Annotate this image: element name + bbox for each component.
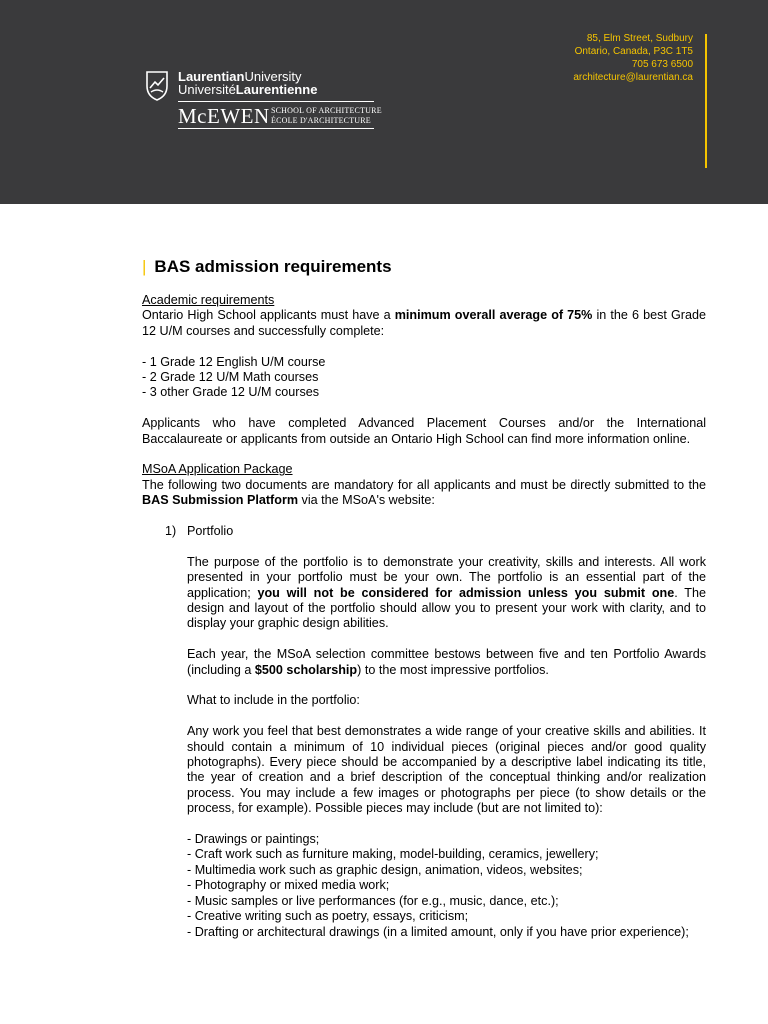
logo-laurentian-bold: Laurentian xyxy=(178,69,245,84)
course-item: - 3 other Grade 12 U/M courses xyxy=(142,385,320,400)
package-intro-bold: BAS Submission Platform xyxy=(142,493,299,508)
awards-a: Each year, the MSoA selection committee bestows between five and ten Portfolio Awards (including a xyxy=(187,647,706,677)
accent-bar xyxy=(705,34,707,168)
package-heading: MSoA Application Package xyxy=(142,462,293,477)
contact-city: Ontario, Canada, P3C 1T5 xyxy=(574,46,693,57)
logo-divider xyxy=(178,101,374,102)
logo-university: University xyxy=(244,69,302,84)
academic-intro xyxy=(142,308,706,339)
page-title xyxy=(142,256,706,278)
item-number: 1) xyxy=(165,524,177,539)
contact-email[interactable]: architecture@laurentian.ca xyxy=(573,72,693,83)
course-item: - 1 Grade 12 English U/M course xyxy=(142,354,326,369)
numbered-item-portfolio xyxy=(142,524,706,539)
academic-intro-a: Ontario High School applicants must have a xyxy=(142,308,395,323)
page-title-text: BAS admission requirements xyxy=(154,257,392,276)
contact-phone: 705 673 6500 xyxy=(631,59,693,70)
awards-b: ) to the most impressive portfolios. xyxy=(357,662,549,677)
contact-block xyxy=(493,32,693,84)
piece-item: - Drawings or paintings; xyxy=(187,832,320,847)
piece-item: - Drafting or architectural drawings (in a limited amount, only if you have prior experience); xyxy=(187,924,689,939)
piece-item: - Photography or mixed media work; xyxy=(187,878,390,893)
logo-divider-bottom xyxy=(178,128,374,129)
purpose-a: The purpose of the portfolio is to demonstrate your creativity, skills and interests. All work presented in your portfolio must be your own. The portfolio is an essential part of the application; xyxy=(187,554,706,600)
contact-street: 85, Elm Street, Sudbury xyxy=(586,33,693,44)
portfolio-description: Any work you feel that best demonstrates a wide range of your creative skills and abilities. It should contain a minimum of 10 individual pieces (original pieces and/or good quality photographs). Every piece should be accompanied by a descriptive label indicating its title, the year of creation and a brief description of the conceptual thinking and/or realization process. You may include a few images or photographs per piece (to show details or the process, for example). Possible pieces may include (but are not limited to): xyxy=(187,724,706,816)
ap-paragraph: Applicants who have completed Advanced Placement Courses and/or the International Baccalaureate or applicants from outside an Ontario High School can find more information online. xyxy=(142,416,706,446)
academic-intro-b: in the 6 best Grade 12 U/M courses and successfully complete: xyxy=(142,308,706,338)
item-label: Portfolio xyxy=(187,524,234,539)
piece-item: - Music samples or live performances (for e.g., music, dance, etc.); xyxy=(187,893,559,908)
logo-laurentienne-bold: Laurentienne xyxy=(235,82,318,97)
course-item: - 2 Grade 12 U/M Math courses xyxy=(142,370,319,385)
portfolio-awards xyxy=(187,647,706,678)
university-shield-icon xyxy=(145,70,169,102)
awards-bold: $500 scholarship xyxy=(254,662,358,677)
piece-item: - Craft work such as furniture making, model-building, ceramics, jewellery; xyxy=(187,847,599,862)
piece-item: - Creative writing such as poetry, essays, criticism; xyxy=(187,909,469,924)
purpose-bold: you will not be considered for admission unless you submit one xyxy=(257,585,675,600)
purpose-b: . The design and layout of the portfolio should allow you to present your work with clarity, and to display your graphic design abilities. xyxy=(187,585,706,631)
logo-universite: Université xyxy=(178,82,236,97)
laurentian-logo xyxy=(178,70,317,96)
title-accent-bar: | xyxy=(142,257,147,276)
school-name xyxy=(271,106,382,126)
academic-heading: Academic requirements xyxy=(142,293,275,307)
letterhead xyxy=(0,0,768,204)
academic-intro-bold: minimum overall average of 75% xyxy=(394,308,593,323)
school-name-en: SCHOOL OF ARCHITECTURE xyxy=(271,106,382,115)
portfolio-purpose xyxy=(187,555,706,632)
package-intro xyxy=(142,478,706,509)
school-name-fr: ÉCOLE D'ARCHITECTURE xyxy=(271,116,371,125)
package-intro-a: The following two documents are mandatory for all applicants and must be directly submitted to the xyxy=(142,477,706,492)
document-body xyxy=(142,256,706,940)
package-intro-b: via the MSoA's website: xyxy=(298,493,435,508)
portfolio-include-heading: What to include in the portfolio: xyxy=(187,693,360,708)
portfolio-section xyxy=(142,555,706,940)
piece-item: - Multimedia work such as graphic design, animation, videos, websites; xyxy=(187,862,583,877)
mcewen-wordmark: McEWEN xyxy=(178,104,270,128)
